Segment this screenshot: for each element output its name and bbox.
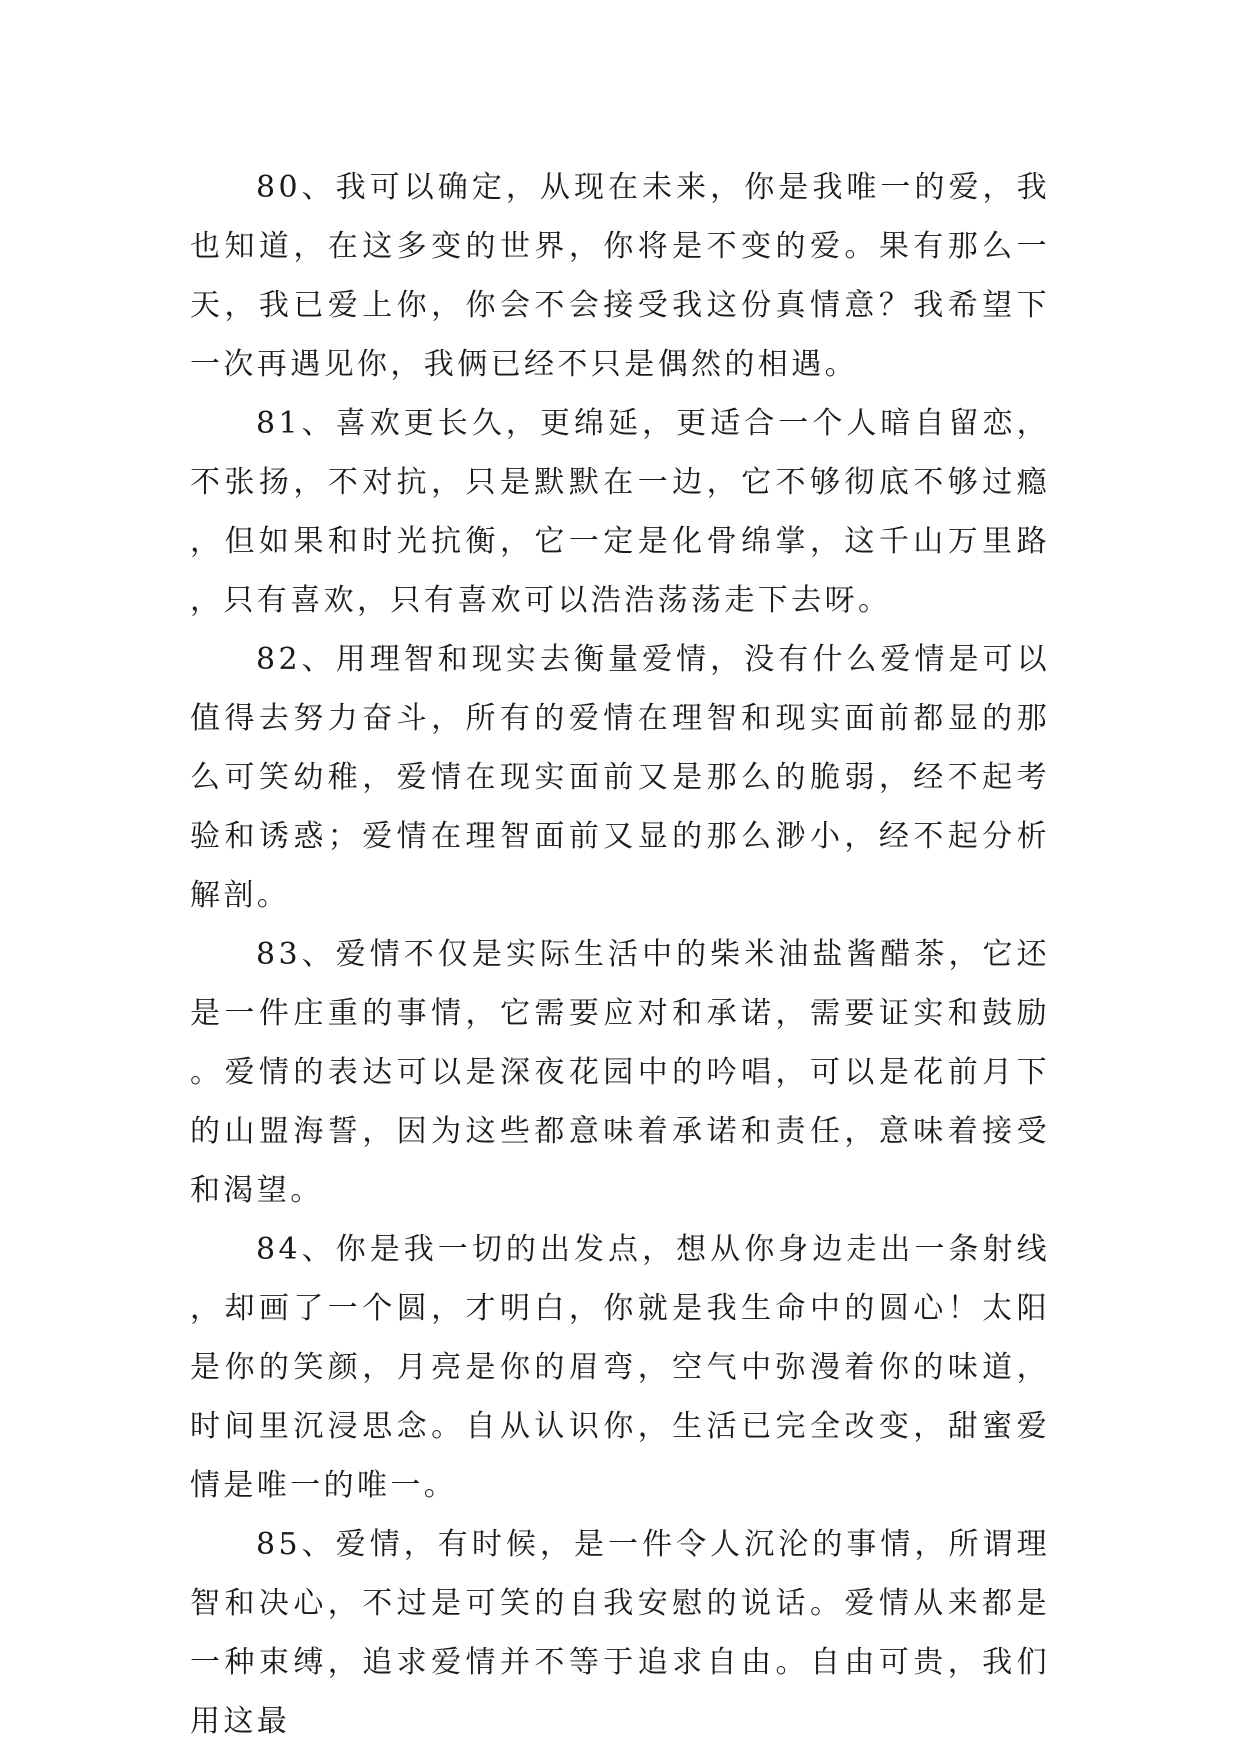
paragraph-82: 82、用理智和现实去衡量爱情，没有什么爱情是可以值得去努力奋斗，所有的爱情在理智和现实面前都显的那么可笑幼稚，爱情在现实面前又是那么的脆弱，经不起考验和诱惑；爱情在理智面前又显的那么渺小，经不起分析解剖。 xyxy=(190,642,1050,913)
paragraph-81: 81、喜欢更长久，更绵延，更适合一个人暗自留恋，不张扬，不对抗，只是默默在一边，它不够彻底不够过瘾，但如果和时光抗衡，它一定是化骨绵掌，这千山万里路，只有喜欢，只有喜欢可以浩浩荡荡走下去呀。 xyxy=(190,406,1050,618)
paragraph-85: 85、爱情，有时候，是一件令人沉沦的事情，所谓理智和决心，不过是可笑的自我安慰的说话。爱情从来都是一种束缚，追求爱情并不等于追求自由。自由可贵，我们用这最 xyxy=(190,1527,1050,1739)
paragraph-84: 84、你是我一切的出发点，想从你身边走出一条射线，却画了一个圆，才明白，你就是我生命中的圆心！太阳是你的笑颜，月亮是你的眉弯，空气中弥漫着你的味道，时间里沉浸思念。自从认识你，生活已完全改变，甜蜜爱情是唯一的唯一。 xyxy=(190,1232,1050,1503)
paragraph-80: 80、我可以确定，从现在未来，你是我唯一的爱，我也知道，在这多变的世界，你将是不变的爱。果有那么一天，我已爱上你，你会不会接受我这份真情意？我希望下一次再遇见你，我俩已经不只是偶然的相遇。 xyxy=(190,170,1050,382)
document-body xyxy=(190,158,1050,1751)
paragraph-83: 83、爱情不仅是实际生活中的柴米油盐酱醋茶，它还是一件庄重的事情，它需要应对和承诺，需要证实和鼓励。爱情的表达可以是深夜花园中的吟唱，可以是花前月下的山盟海誓，因为这些都意味着承诺和责任，意味着接受和渴望。 xyxy=(190,937,1050,1208)
